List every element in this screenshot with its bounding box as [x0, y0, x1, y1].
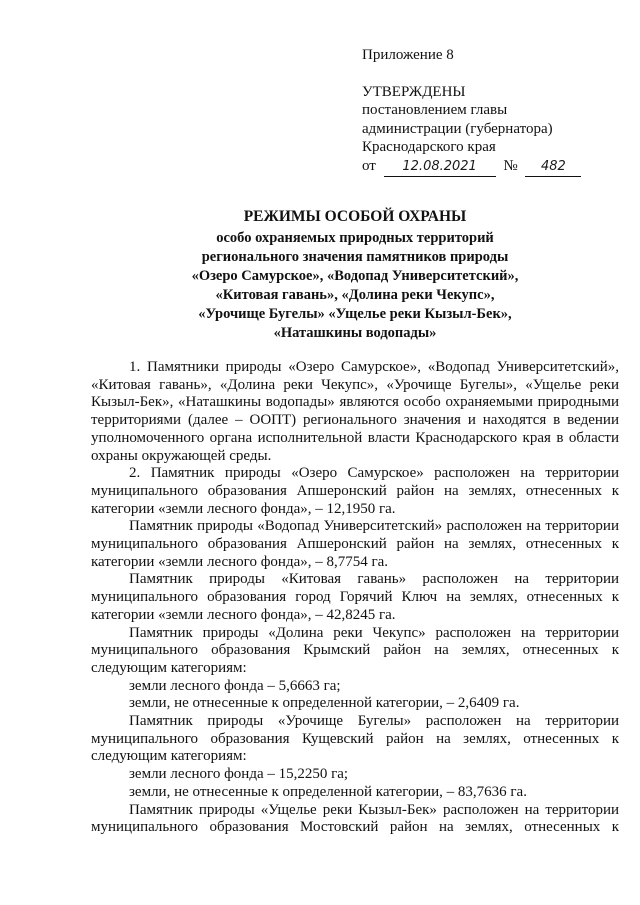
paragraph: 1. Памятники природы «Озеро Самурское», «Водопад Университетский», «Китовая гавань», «Долина реки Чекупс», «Урочище Бугелы», «Ущелье реки Кызыл-Бек», «Наташкины водопады» являются особо охраняемыми природными территориями (далее – ООПТ) регионального значения и находятся в ведении уполномоченного органа исполнительной власти Краснодарского края в области охраны окружающей среды. [91, 359, 619, 464]
title-line: «Урочище Бугелы» «Ущелье реки Кызыл-Бек», [198, 306, 512, 322]
resolution-line: постановлением главы [362, 102, 508, 118]
approval-block [362, 46, 622, 177]
paragraph: Памятник природы «Ущелье реки Кызыл-Бек» расположен на территории муниципального образования Мостовский район на землях, отнесенных к [91, 801, 619, 836]
paragraph: Памятник природы «Урочище Бугелы» расположен на территории муниципального образования Кущевский район на землях, отнесенных к следующим категориям: [91, 713, 619, 765]
paragraph: Памятник природы «Водопад Университетский» расположен на территории муниципального образования Апшеронский район на землях, отнесенных к категории «земли лесного фонда», – 8,7754 га. [91, 518, 619, 570]
document-title [90, 207, 620, 343]
title-line: «Наташкины водопады» [273, 325, 437, 341]
paragraph: Памятник природы «Китовая гавань» расположен на территории муниципального образования город Горячий Ключ на землях, отнесенных к категории «земли лесного фонда», – 42,8245 га. [91, 571, 619, 623]
title-line: особо охраняемых природных территорий [216, 230, 494, 246]
paragraph: Памятник природы «Долина реки Чекупс» расположен на территории муниципального образования Крымский район на землях, отнесенных к следующим категориям: [91, 624, 619, 676]
approved-label: УТВЕРЖДЕНЫ [362, 83, 466, 100]
from-label: от [362, 157, 376, 174]
title-main: РЕЖИМЫ ОСОБОЙ ОХРАНЫ [243, 208, 467, 225]
number-label: № [503, 157, 518, 174]
date-number-line [362, 157, 622, 178]
list-item: земли, не отнесенные к определенной категории, – 2,6409 га. [129, 695, 520, 712]
handwritten-date: 12.08.2021 [384, 158, 496, 178]
title-line: регионального значения памятников природы [201, 249, 509, 265]
resolution-line: администрации (губернатора) [362, 120, 553, 137]
document-body [91, 359, 619, 837]
list-item: земли, не отнесенные к определенной категории, – 83,7636 га. [129, 783, 527, 800]
title-line: «Китовая гавань», «Долина реки Чекупс», [215, 287, 495, 303]
appendix-label: Приложение 8 [362, 47, 454, 63]
title-line: «Озеро Самурское», «Водопад Университетский», [191, 268, 519, 284]
list-item: земли лесного фонда – 15,2250 га; [129, 766, 349, 783]
resolution-line: Краснодарского края [362, 139, 496, 155]
list-item: земли лесного фонда – 5,6663 га; [129, 677, 341, 694]
paragraph: 2. Памятник природы «Озеро Самурское» расположен на территории муниципального образования Апшеронский район на землях, отнесенных к категории «земли лесного фонда», – 12,1950 га. [91, 465, 619, 517]
handwritten-number: 482 [525, 158, 581, 178]
